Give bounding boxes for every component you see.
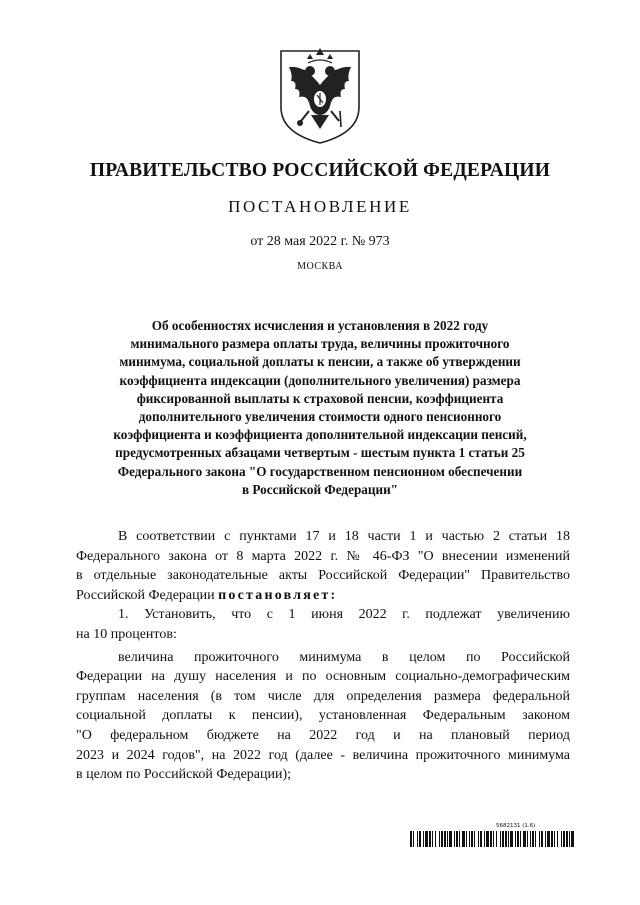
decree-body [76,527,570,785]
body-line: в целом по Российской Федерации); [76,767,292,783]
body-line: "О федеральном бюджете на 2022 год и на плановый период [76,727,570,743]
title-line: минимума, социальной доплаты к пенсии, а также об утверждении [119,354,521,370]
body-line: в отдельные законодательные акты Российской Федерации" Правительство [76,568,570,584]
body-line [76,586,570,606]
government-name: ПРАВИТЕЛЬСТВО РОССИЙСКОЙ ФЕДЕРАЦИИ [89,160,551,181]
body-line: 1. Установить, что с 1 июня 2022 г. подлежат увеличению [118,607,570,623]
body-line: В соответствии с пунктами 17 и 18 части 1 и частью 2 статьи 18 [118,529,570,544]
city: МОСКВА [297,261,343,272]
title-line: коэффициента и коэффициента дополнительной индексации пенсий, [113,427,527,443]
title-line: коэффициента индексации (дополнительного увеличения) размера [119,372,521,388]
barcode-icon [410,831,574,847]
body-line-prefix: Российской Федерации [76,587,219,603]
body-line: величина прожиточного минимума в целом по Российской [118,649,570,665]
resolves-word: постановляет: [218,587,338,603]
decree-title [60,317,580,499]
emblem [275,45,365,147]
body-line: Федерации на душу населения и по основным социально-демографическим [76,669,570,685]
document-type: ПОСТАНОВЛЕНИЕ [228,197,412,216]
paragraph-subsistence-minimum [76,648,570,785]
body-line: группам населения (в том числе для определения размера федеральной [76,688,570,704]
title-line: Об особенностях исчисления и установления в 2022 году [151,318,489,333]
body-line: социальной доплаты к пенсии), установленная Федеральным законом [76,708,570,724]
title-line: предусмотренных абзацами четвертым - шестым пункта 1 статьи 25 [115,445,525,461]
barcode-number: 5682131 (1.6) [496,823,536,829]
russian-double-headed-eagle-icon [275,45,365,147]
body-line: на 10 процентов: [76,626,177,642]
title-line: Федерального закона "О государственном пенсионном обеспечении [117,463,523,479]
title-line: в Российской Федерации" [242,481,398,497]
title-line: минимального размера оплаты труда, величины прожиточного [130,336,510,352]
paragraph-preamble [76,527,570,605]
date-and-number: от 28 мая 2022 г. № 973 [250,234,390,249]
body-line: Федерального закона от 8 марта 2022 г. № 46-ФЗ "О внесении изменений [76,548,570,564]
body-line: 2023 и 2024 годов", на 2022 год (далее - величина прожиточного минимума [76,747,570,763]
title-line: дополнительного увеличения стоимости одного пенсионного [138,409,502,425]
paragraph-item-1 [76,605,570,644]
title-line: фиксированной выплаты к страховой пенсии, коэффициента [136,390,504,406]
